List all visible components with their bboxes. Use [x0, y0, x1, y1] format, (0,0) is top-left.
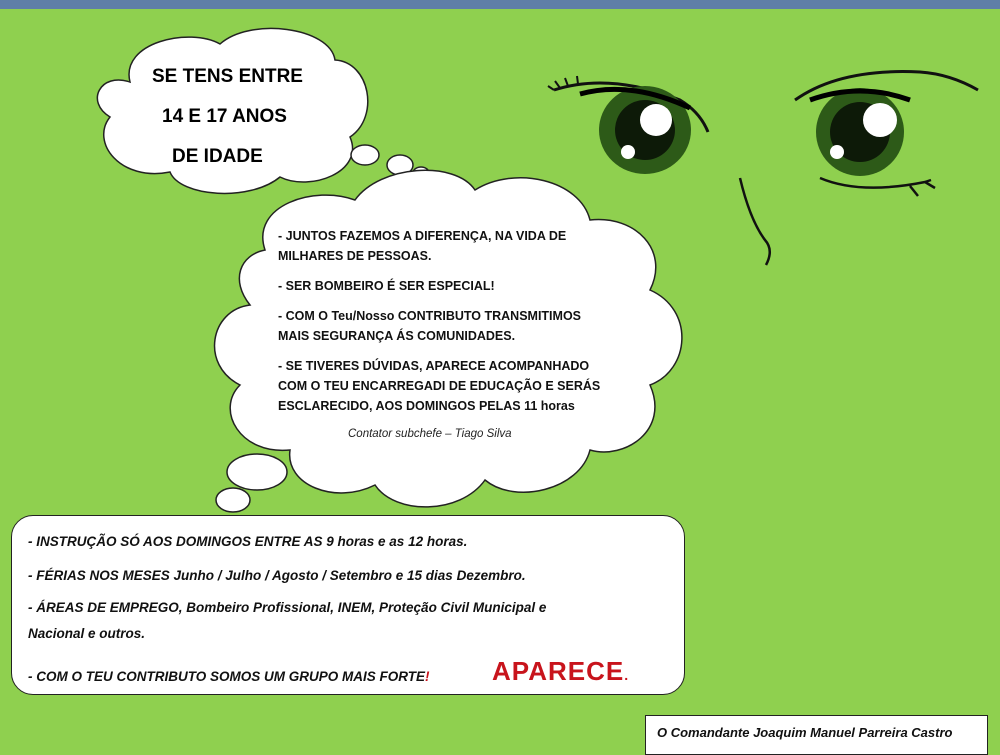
bubble-line-1: SE TENS ENTRE: [152, 66, 303, 87]
cloud-paragraph-1: - JUNTOS FAZEMOS A DIFERENÇA, NA VIDA DE MILHARES DE PESSOAS.: [278, 229, 567, 263]
info-line-1: - INSTRUÇÃO SÓ AOS DOMINGOS ENTRE AS 9 horas e as 12 horas.: [28, 534, 468, 549]
commander-name: O Comandante Joaquim Manuel Parreira Castro: [657, 725, 953, 740]
aparece-dot: .: [624, 667, 630, 683]
cloud-signature: Contator subchefe – Tiago Silva: [348, 428, 512, 440]
exclamation-mark: !: [425, 669, 430, 684]
aparece-callout: [492, 656, 629, 687]
info-line-4: [28, 669, 430, 684]
info-line-2: - FÉRIAS NOS MESES Junho / Julho / Agosto / Setembro e 15 dias Dezembro.: [28, 568, 526, 583]
aparece-text: APARECE: [492, 656, 625, 686]
right-eye-icon: [816, 88, 904, 176]
bubble-line-3: DE IDADE: [172, 146, 263, 167]
bubble-line-2: 14 E 17 ANOS: [162, 106, 287, 127]
commander-box: [645, 715, 988, 755]
info-line-4-text: - COM O TEU CONTRIBUTO SOMOS UM GRUPO MAIS FORTE: [28, 669, 426, 684]
top-bar: [0, 0, 1000, 9]
cloud-paragraph-3: - COM O Teu/Nosso CONTRIBUTO TRANSMITIMOS MAIS SEGURANÇA ÁS COMUNIDADES.: [278, 309, 582, 343]
cloud-paragraph-4: - SE TIVERES DÚVIDAS, APARECE ACOMPANHADO COM O TEU ENCARREGADI DE EDUCAÇÃO E SERÁS ESCLARECIDO, AOS DOMINGOS PELAS 11 horas: [278, 359, 601, 413]
cloud-paragraph-2: - SER BOMBEIRO É SER ESPECIAL!: [278, 279, 495, 293]
info-line-3a: - ÁREAS DE EMPREGO, Bombeiro Profissional, INEM, Proteção Civil Municipal e: [28, 600, 547, 615]
info-line-3b: Nacional e outros.: [28, 626, 146, 641]
cloud-text: [278, 226, 608, 426]
